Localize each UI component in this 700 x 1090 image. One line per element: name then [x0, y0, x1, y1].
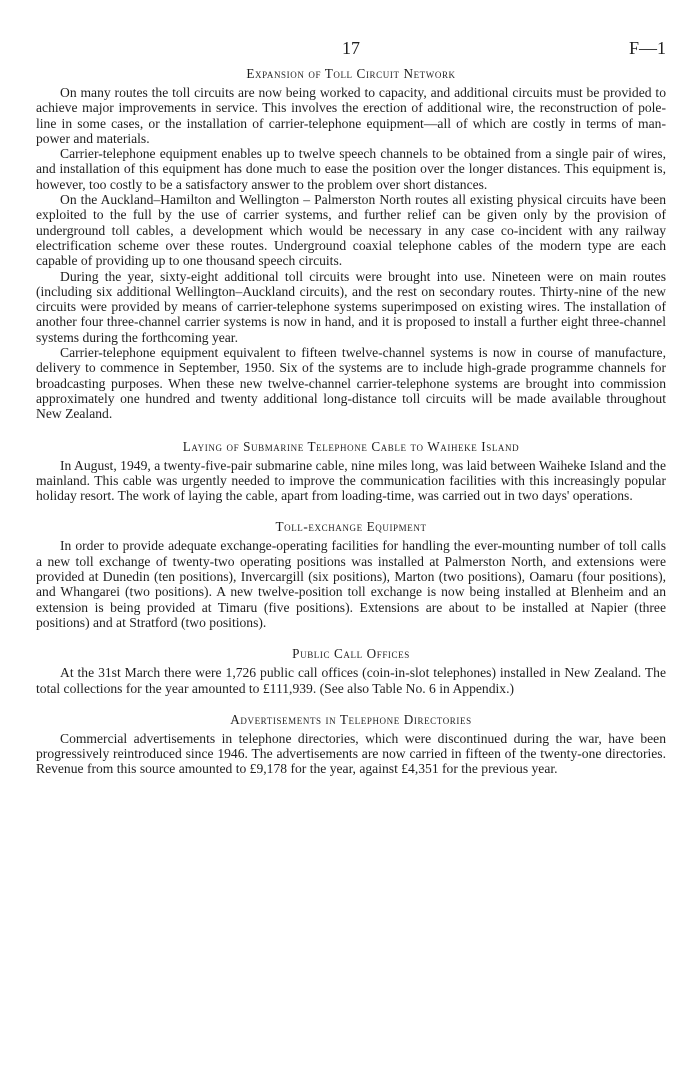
section-spacer [36, 696, 666, 710]
section-submarine-cable-waiheke [36, 437, 666, 504]
section-spacer [36, 422, 666, 437]
section-heading: Toll-exchange Equipment [275, 519, 427, 535]
page-number: 17 [342, 38, 360, 58]
section-advertisements-telephone-directories [36, 710, 666, 777]
section-heading: Expansion of Toll Circuit Network [246, 66, 456, 81]
section-public-call-offices [36, 644, 666, 696]
paragraph: During the year, sixty-eight additional toll circuits were brought into use. Nineteen were on main routes (including six additional Wellington–Auckland circuits), and the rest on secondary routes. Thirty-nine of the new circuits were provided by means of carrier-telephone systems superimposed on existing wires. The installation of another four three-channel carrier systems is now in hand, and it is proposed to install a further eight three-channel systems during the forthcoming year. [36, 268, 666, 345]
section-expansion-toll-circuit-network [36, 64, 666, 422]
folio-reference: F—1 [628, 38, 666, 58]
document-page [36, 38, 666, 777]
section-heading: Advertisements in Telephone Directories [230, 711, 472, 727]
section-spacer [36, 503, 666, 517]
section-toll-exchange-equipment [36, 517, 666, 630]
section-spacer [36, 630, 666, 644]
running-header [36, 38, 666, 64]
section-heading: Laying of Submarine Telephone Cable to Waiheke Island [182, 438, 520, 454]
paragraph: On many routes the toll circuits are now being worked to capacity, and additional circuits must be provided to achieve major improvements in service. This involves the erection of additional wire, the reconstruction of pole-line in some cases, or the installation of carrier-telephone equipment—all of which are costly in terms of man-power and materials. [36, 85, 666, 146]
paragraph: In August, 1949, a twenty-five-pair submarine cable, nine miles long, was laid between Waiheke Island and the mainland. This cable was urgently needed to improve the communication facilities with this increasingly popular holiday resort. The work of laying the cable, apart from loading-time, was carried out in two days' operations. [36, 457, 666, 504]
section-heading: Public Call Offices [292, 646, 410, 662]
paragraph: At the 31st March there were 1,726 public call offices (coin-in-slot telephones) installed in New Zealand. The total collections for the year amounted to £111,939. (See also Table No. 6 in Appendix.) [36, 665, 666, 696]
paragraph: On the Auckland–Hamilton and Wellington – Palmerston North routes all existing physical circuits have been exploited to the full by the use of carrier systems, and further relief can be given only by the provision of underground toll cables, a development which would be necessary in any case co-incident with any railway electrification scheme over these routes. Underground coaxial telephone cables of the modern type are each capable of providing up to one thousand speech circuits. [36, 192, 666, 269]
paragraph: Carrier-telephone equipment enables up to twelve speech channels to be obtained from a single pair of wires, and installation of this equipment has done much to ease the position over the longer distances. This equipment is, however, too costly to be a satisfactory answer to the problem over short distances. [36, 146, 666, 192]
paragraph: Carrier-telephone equipment equivalent to fifteen twelve-channel systems is now in course of manufacture, delivery to commence in September, 1950. Six of the systems are to include high-grade programme channels for broadcasting purposes. When these new twelve-channel carrier-telephone systems are brought into commission approximately one hundred and twenty additional long-distance toll circuits will be made available throughout New Zealand. [36, 345, 666, 422]
paragraph: Commercial advertisements in telephone directories, which were discontinued during the war, have been progressively reintroduced since 1946. The advertisements are now carried in fifteen of the twenty-one directories. Revenue from this source amounted to £9,178 for the year, against £4,351 for the previous year. [36, 730, 666, 777]
paragraph: In order to provide adequate exchange-operating facilities for handling the ever-mounting number of toll calls a new toll exchange of twenty-two operating positions was installed at Palmerston North, and extensions were provided at Dunedin (ten positions), Invercargill (six positions), Marton (two positions), Oamaru (four positions), and Whangarei (two positions). A new twelve-position toll exchange is now being installed at Blenheim and an extension is being provided at Timaru (five positions). Extensions are about to be installed at Napier (three positions) and at Stratford (two positions). [36, 538, 666, 630]
